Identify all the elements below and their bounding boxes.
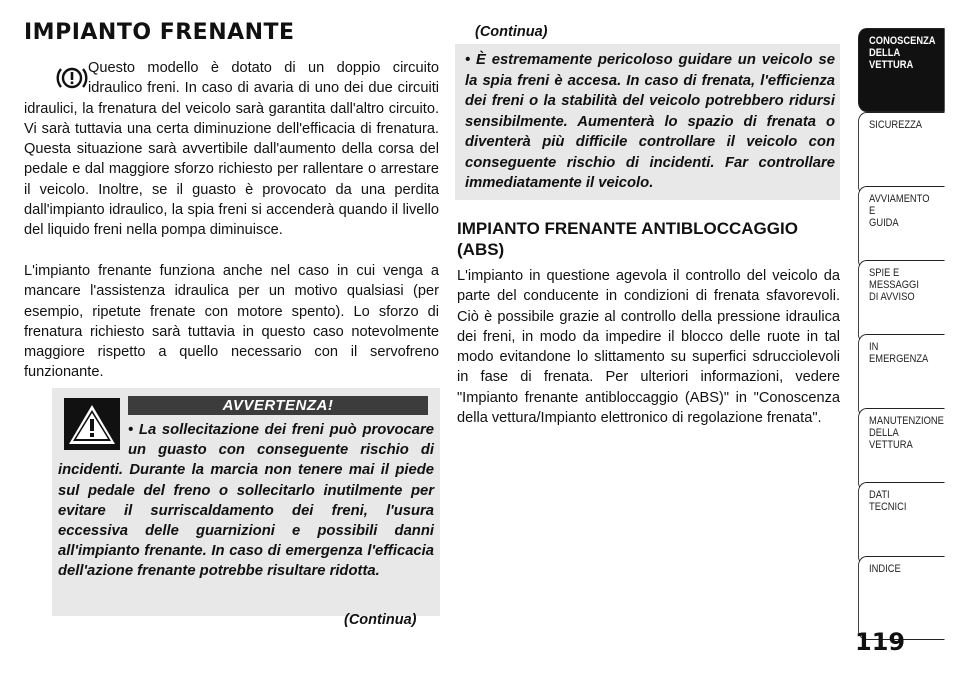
nav-tab-conoscenza[interactable]: CONOSCENZA DELLA VETTURA — [858, 28, 945, 112]
warning-box — [52, 388, 440, 616]
warning-text: • La sollecitazione dei freni può provocare un guasto con conseguente rischio di incidenti. Durante la marcia non tenere mai il piede sul pedale del freno o sollecitarlo inutilmente per evitare il surriscaldamento dei freni, l'usura eccessiva delle guarnizioni e possibili danni all'impianto frenante. In caso di emergenza l'efficacia dell'azione frenante potrebbe risultare ridotta. — [58, 422, 434, 580]
abs-title: IMPIANTO FRENANTE ANTIBLOCCAGGIO (ABS) — [457, 219, 798, 259]
nav-tab-sicurezza[interactable]: SICUREZZA — [858, 112, 945, 196]
nav-tab-indice[interactable]: INDICE — [858, 556, 945, 640]
warning-header: AVVERTENZA! — [128, 396, 428, 415]
page-number: 119 — [855, 628, 906, 656]
assist-paragraph: L'impianto frenante funziona anche nel caso in cui venga a mancare l'assistenza idraulica per un motivo qualsiasi (per esempio, ripetute frenate con motore spento). Lo sforzo di frenatura richiesto sarà tuttavia in questo caso notevolmente maggiore rispetto a quello necessario con il servofreno funzionante. — [24, 263, 439, 381]
continued-warning-text: • È estremamente pericoloso guidare un veicolo se la spia freni è accesa. In caso di frenata, l'efficienza dei freni o la stabilità del veicolo potrebbero ridursi sensibilmente. Aumenterà lo spazio di frenata o diventerà più difficile controllare il veicolo con conseguente rischio di incidenti. Far controllare immediatamente il veicolo. — [465, 52, 835, 191]
continued-warning-box — [455, 44, 840, 200]
nav-tab-avviamento[interactable]: AVVIAMENTO E GUIDA — [858, 186, 945, 270]
continued-label: (Continua) — [475, 24, 548, 40]
intro-paragraph: Questo modello è dotato di un doppio circuito idraulico freni. In caso di avaria di uno dei due circuiti idraulici, la frenatura del veicolo sarà garantita dall'altro circuito. Vi sarà tuttavia una certa diminuzione dell'efficacia di frenatura. Questa situazione sarà avvertibile dall'aumento della corsa del pedale e dal maggiore sforzo richiesto per rallentare o arrestare il veicolo. Inoltre, se il guasto è provocato da una perdita dall'impianto idraulico, la spia freni si accenderà quando il livello del liquido freni nella pompa diminuisce. — [24, 60, 439, 239]
continua-label: (Continua) — [344, 612, 417, 628]
nav-tab-spie[interactable]: SPIE E MESSAGGI DI AVVISO — [858, 260, 945, 344]
nav-tab-emergenza[interactable]: IN EMERGENZA — [858, 334, 945, 418]
nav-tab-manutenzione[interactable]: MANUTENZIONE DELLA VETTURA — [858, 408, 945, 492]
page-title: IMPIANTO FRENANTE — [24, 20, 295, 45]
abs-paragraph: L'impianto in questione agevola il controllo del veicolo da parte del conducente in condizioni di frenata sfavorevoli. Ciò è possibile grazie al controllo della pressione idraulica dei freni, in modo da impedire il blocco delle ruote in tal modo evitandone lo slittamento su superfici sdrucciolevoli in fase di frenata. Per ulteriori informazioni, vedere "Impianto frenante antibloccaggio (ABS)" in "Conoscenza della vettura/Impianto elettronico di regolazione frenata". — [457, 268, 840, 427]
nav-tab-dati[interactable]: DATI TECNICI — [858, 482, 945, 566]
